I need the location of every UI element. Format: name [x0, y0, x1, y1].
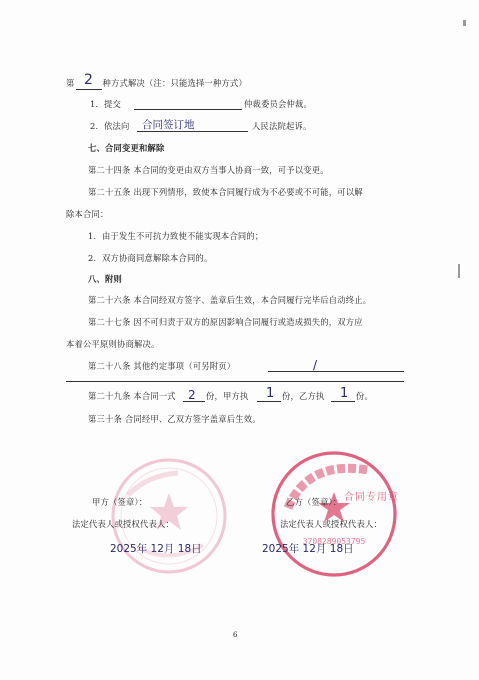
option1-prefix: 1．提交	[90, 99, 121, 109]
article-25-item1: 1．由于发生不可抗力致使不能实现本合同的；	[88, 231, 264, 241]
party-a-rep-label: 法定代表人或授权代表人：	[72, 519, 174, 529]
page-number: 6	[233, 631, 238, 639]
section7-heading: 七、合同变更和解除	[88, 143, 165, 153]
other-terms-blank-line2	[66, 381, 404, 382]
party-b-label: 乙方（签章）：	[286, 497, 342, 507]
article-29-part4: 份。	[356, 391, 373, 401]
article-29-part3: 份，乙方执	[282, 391, 325, 401]
party-b-seal-text: 合同专用章	[344, 492, 399, 503]
option2-prefix: 2．依法向	[90, 121, 130, 131]
party-a-copies-blank	[257, 401, 281, 402]
article-25-line2: 除本合同：	[66, 209, 109, 219]
article-29-part2: 份，甲方执	[206, 391, 249, 401]
article-26: 第二十六条 本合同经双方签字、盖章后生效，本合同履行完毕后自动终止。	[88, 295, 372, 305]
party-b-copies-handwritten: 1	[340, 386, 349, 401]
article-25-item2: 2．双方协商同意解除本合同的。	[88, 253, 213, 263]
party-b-seal	[268, 448, 400, 580]
dispute-method-line	[66, 78, 247, 89]
method-number-blank	[76, 89, 102, 90]
party-b-rep-label: 法定代表人或授权代表人：	[280, 519, 382, 529]
party-a-label: 甲方（签章）：	[92, 497, 148, 507]
article-25-line1: 第二十五条 出现下列情形，致使本合同履行成为不必要或不可能，可以解	[88, 187, 363, 197]
party-b-date: 2025年 12月 18日	[262, 543, 354, 555]
scan-speck	[458, 264, 460, 278]
court-handwritten: 合同签订地	[142, 119, 195, 131]
other-terms-slash: /	[313, 358, 318, 372]
article-28: 第二十八条 其他约定事项（可另附页）	[88, 361, 236, 371]
article-27-line2: 本着公平原则协商解决。	[66, 339, 160, 349]
article-24: 第二十四条 本合同的变更由双方当事人协商一致，可予以变更。	[88, 165, 329, 175]
article-29-part1: 第二十九条 本合同一式	[88, 391, 176, 401]
party-a-seal	[108, 455, 230, 577]
article-30: 第三十条 合同经甲、乙双方签字盖章后生效。	[88, 414, 261, 424]
article-27-line1: 第二十七条 因不可归责于双方的原因影响合同履行或造成损失的，双方应	[88, 317, 363, 327]
party-b-seal-number: 3708289053795	[302, 537, 366, 546]
copies-handwritten: 2	[188, 388, 196, 402]
section8-heading: 八、附则	[88, 274, 122, 284]
option1-suffix: 仲裁委员会仲裁。	[244, 99, 312, 109]
arbitration-blank	[134, 109, 242, 110]
scan-speck	[463, 20, 466, 26]
party-b-copies-blank	[331, 401, 355, 402]
party-a-copies-handwritten: 1	[266, 386, 275, 401]
party-a-date: 2025年 12月 18日	[110, 543, 202, 555]
dispute-suffix: 种方式解决（注：只能选择一种方式）	[102, 78, 247, 88]
method-number-handwritten: 2	[84, 72, 93, 88]
dispute-prefix: 第	[66, 78, 75, 88]
option2-suffix: 人民法院起诉。	[252, 121, 312, 131]
other-terms-blank	[268, 371, 404, 372]
